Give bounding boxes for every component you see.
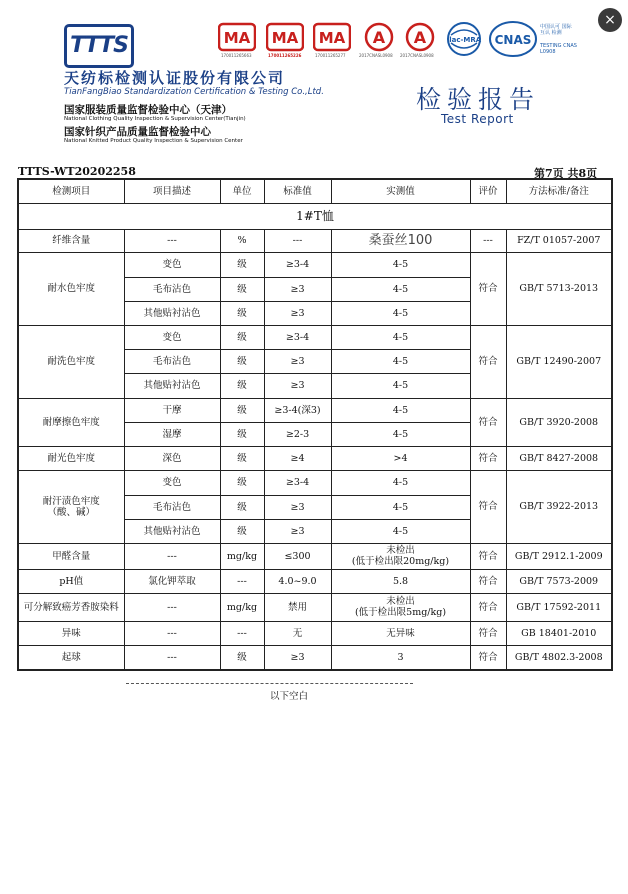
evaluation-cell: 符合 — [470, 543, 506, 569]
item-cell: 起球 — [18, 645, 124, 670]
measured-cell: 4-5 — [331, 470, 470, 495]
report-title-cn: 检验报告 — [416, 85, 541, 114]
cma-number-2: 170011265226 — [268, 53, 302, 58]
standard-cell: ≥3 — [264, 645, 331, 670]
svg-text:A: A — [413, 28, 427, 47]
measured-cell: 5.8 — [331, 569, 470, 593]
desc-cell: 毛布沾色 — [124, 277, 220, 301]
table-row — [18, 621, 612, 645]
table-row — [18, 470, 612, 495]
clothing-center-name-cn: 国家服装质量监督检验中心（天津） — [64, 104, 232, 116]
column-header: 评价 — [470, 179, 506, 203]
cnas-logo-icon — [488, 20, 538, 58]
measured-value: 未检出 — [386, 596, 415, 607]
evaluation-cell: 符合 — [470, 252, 506, 325]
cma-seal-icon — [313, 22, 351, 52]
unit-cell: 级 — [220, 422, 264, 446]
svg-text:A: A — [372, 28, 386, 47]
measured-cell: 4-5 — [331, 277, 470, 301]
evaluation-cell: 符合 — [470, 325, 506, 398]
blank-below-note: 以下空白 — [270, 691, 309, 702]
end-divider — [126, 683, 413, 684]
table-row — [18, 593, 612, 621]
report-title-en: Test Report — [441, 112, 514, 126]
table-row — [18, 398, 612, 422]
standard-cell: ≥3 — [264, 519, 331, 543]
standard-cell: 禁用 — [264, 593, 331, 621]
measured-cell — [331, 593, 470, 621]
standard-cell: 4.0~9.0 — [264, 569, 331, 593]
evaluation-cell: 符合 — [470, 470, 506, 543]
method-cell: GB/T 5713-2013 — [506, 252, 612, 325]
cma-seal-icon — [266, 22, 304, 52]
measured-cell: 4-5 — [331, 373, 470, 398]
evaluation-cell: 符合 — [470, 621, 506, 645]
measured-cell: 4-5 — [331, 301, 470, 325]
standard-cell: ≥3 — [264, 495, 331, 519]
table-row — [18, 229, 612, 252]
column-header: 方法标准/备注 — [506, 179, 612, 203]
item-cell: 异味 — [18, 621, 124, 645]
item-sublabel: （酸、碱） — [47, 506, 95, 518]
item-cell: 纤维含量 — [18, 229, 124, 252]
standard-cell: --- — [264, 229, 331, 252]
desc-cell: 变色 — [124, 252, 220, 277]
table-row — [18, 543, 612, 569]
measured-cell — [331, 543, 470, 569]
method-cell: GB/T 12490-2007 — [506, 325, 612, 398]
report-number: TTTS-WT20202258 — [18, 165, 136, 178]
table-row — [18, 325, 612, 349]
unit-cell: mg/kg — [220, 543, 264, 569]
measured-cell: 桑蚕丝100 — [331, 229, 470, 252]
close-icon: × — [604, 12, 616, 28]
svg-text:ilac-MRA: ilac-MRA — [446, 36, 482, 44]
desc-cell: 毛布沾色 — [124, 495, 220, 519]
unit-cell: % — [220, 229, 264, 252]
measured-cell: 4-5 — [331, 398, 470, 422]
unit-cell: 级 — [220, 645, 264, 670]
item-cell: 耐洗色牢度 — [18, 325, 124, 398]
item-cell: 耐水色牢度 — [18, 252, 124, 325]
desc-cell: --- — [124, 543, 220, 569]
standard-cell: ≥3 — [264, 373, 331, 398]
evaluation-cell: 符合 — [470, 569, 506, 593]
measured-cell: 4-5 — [331, 422, 470, 446]
standard-cell: ≥3-4 — [264, 252, 331, 277]
measured-cell: 4-5 — [331, 495, 470, 519]
svg-text:CNAS: CNAS — [494, 33, 532, 47]
cma-seal-icon — [218, 22, 256, 52]
desc-cell: 变色 — [124, 470, 220, 495]
standard-cell: 无 — [264, 621, 331, 645]
cnas-caption-cn: 中国认可 国际互认 检测 — [540, 24, 572, 36]
measured-cell: 4-5 — [331, 325, 470, 349]
desc-cell: 氯化钾萃取 — [124, 569, 220, 593]
unit-cell: 级 — [220, 373, 264, 398]
measured-cell: 3 — [331, 645, 470, 670]
desc-cell: 变色 — [124, 325, 220, 349]
sample-row — [18, 203, 612, 229]
measured-note: (低于检出限5mg/kg) — [354, 607, 447, 618]
item-cell: pH值 — [18, 569, 124, 593]
item-cell — [18, 470, 124, 543]
measured-cell: 无异味 — [331, 621, 470, 645]
measured-value: 未检出 — [386, 545, 415, 556]
svg-text:MA: MA — [271, 29, 299, 47]
table-header-row — [18, 179, 612, 203]
method-cell: GB/T 3922-2013 — [506, 470, 612, 543]
method-cell: GB/T 3920-2008 — [506, 398, 612, 446]
unit-cell: 级 — [220, 495, 264, 519]
item-cell: 可分解致癌芳香胺染料 — [18, 593, 124, 621]
unit-cell: 级 — [220, 349, 264, 373]
unit-cell: 级 — [220, 325, 264, 349]
item-cell: 耐光色牢度 — [18, 446, 124, 470]
desc-cell: 湿摩 — [124, 422, 220, 446]
method-cell: GB/T 2912.1-2009 — [506, 543, 612, 569]
column-header: 实测值 — [331, 179, 470, 203]
knitted-center-name-cn: 国家针织产品质量监督检验中心 — [64, 126, 211, 138]
item-label: 耐汗渍色牢度 — [42, 495, 100, 507]
cnas-caption-en: TESTING CNAS L0908 — [540, 43, 577, 55]
standard-cell: ≥3-4(深3) — [264, 398, 331, 422]
method-cell: GB/T 8427-2008 — [506, 446, 612, 470]
clothing-center-name-en: National Clothing Quality Inspection & Supervision Center(Tianjin) — [64, 116, 246, 122]
standard-cell: ≥3 — [264, 301, 331, 325]
measured-note: (低于检出限20mg/kg) — [351, 556, 450, 567]
measured-cell: >4 — [331, 446, 470, 470]
table-row — [18, 446, 612, 470]
cal-number-1: 2017CNASL0908 — [359, 53, 393, 58]
standard-cell: ≥2-3 — [264, 422, 331, 446]
unit-cell: 级 — [220, 301, 264, 325]
evaluation-cell: 符合 — [470, 645, 506, 670]
evaluation-cell: 符合 — [470, 593, 506, 621]
cma-number-1: 170011265663 — [221, 53, 252, 58]
method-cell: GB/T 4802.3-2008 — [506, 645, 612, 670]
cal-seal-icon — [401, 22, 439, 52]
desc-cell: --- — [124, 593, 220, 621]
measured-cell: 4-5 — [331, 349, 470, 373]
desc-cell: 深色 — [124, 446, 220, 470]
test-results-table — [17, 178, 613, 671]
evaluation-cell: 符合 — [470, 446, 506, 470]
cal-number-2: 2017CNASL0908 — [400, 53, 434, 58]
company-logo: TTTS — [64, 24, 134, 68]
unit-cell: 级 — [220, 398, 264, 422]
desc-cell: 毛布沾色 — [124, 349, 220, 373]
method-cell: GB/T 7573-2009 — [506, 569, 612, 593]
unit-cell: 级 — [220, 446, 264, 470]
desc-cell: --- — [124, 645, 220, 670]
company-name-en: TianFangBiao Standardization Certification & Testing Co.,Ltd. — [64, 87, 324, 97]
table-row — [18, 645, 612, 670]
standard-cell: ≥3-4 — [264, 325, 331, 349]
sample-name: 1#T恤 — [18, 203, 612, 229]
measured-cell: 4-5 — [331, 519, 470, 543]
cal-seal-icon — [360, 22, 398, 52]
desc-cell: 其他贴衬沾色 — [124, 519, 220, 543]
svg-text:MA: MA — [318, 29, 346, 47]
standard-cell: ≥3 — [264, 349, 331, 373]
close-button[interactable] — [598, 8, 622, 32]
unit-cell: 级 — [220, 470, 264, 495]
evaluation-cell: 符合 — [470, 398, 506, 446]
company-name-cn: 天纺标检测认证股份有限公司 — [64, 69, 286, 87]
evaluation-cell: --- — [470, 229, 506, 252]
table-row — [18, 569, 612, 593]
desc-cell: --- — [124, 229, 220, 252]
knitted-center-name-en: National Knitted Product Quality Inspection & Supervision Center — [64, 138, 243, 144]
column-header: 检测项目 — [18, 179, 124, 203]
cma-number-3: 170011265277 — [315, 53, 346, 58]
standard-cell: ≤300 — [264, 543, 331, 569]
column-header: 标准值 — [264, 179, 331, 203]
item-cell: 甲醛含量 — [18, 543, 124, 569]
desc-cell: 其他贴衬沾色 — [124, 301, 220, 325]
item-cell: 耐摩擦色牢度 — [18, 398, 124, 446]
method-cell: GB 18401-2010 — [506, 621, 612, 645]
desc-cell: 其他贴衬沾色 — [124, 373, 220, 398]
ilac-mra-icon — [446, 19, 482, 59]
standard-cell: ≥3-4 — [264, 470, 331, 495]
table-row — [18, 252, 612, 277]
desc-cell: 干摩 — [124, 398, 220, 422]
unit-cell: --- — [220, 621, 264, 645]
unit-cell: 级 — [220, 252, 264, 277]
method-cell: FZ/T 01057-2007 — [506, 229, 612, 252]
svg-text:MA: MA — [223, 29, 251, 47]
page-indicator: 第7页 共8页 — [534, 167, 598, 180]
standard-cell: ≥4 — [264, 446, 331, 470]
unit-cell: --- — [220, 569, 264, 593]
desc-cell: --- — [124, 621, 220, 645]
unit-cell: 级 — [220, 277, 264, 301]
unit-cell: mg/kg — [220, 593, 264, 621]
standard-cell: ≥3 — [264, 277, 331, 301]
unit-cell: 级 — [220, 519, 264, 543]
measured-cell: 4-5 — [331, 252, 470, 277]
method-cell: GB/T 17592-2011 — [506, 593, 612, 621]
column-header: 单位 — [220, 179, 264, 203]
column-header: 项目描述 — [124, 179, 220, 203]
